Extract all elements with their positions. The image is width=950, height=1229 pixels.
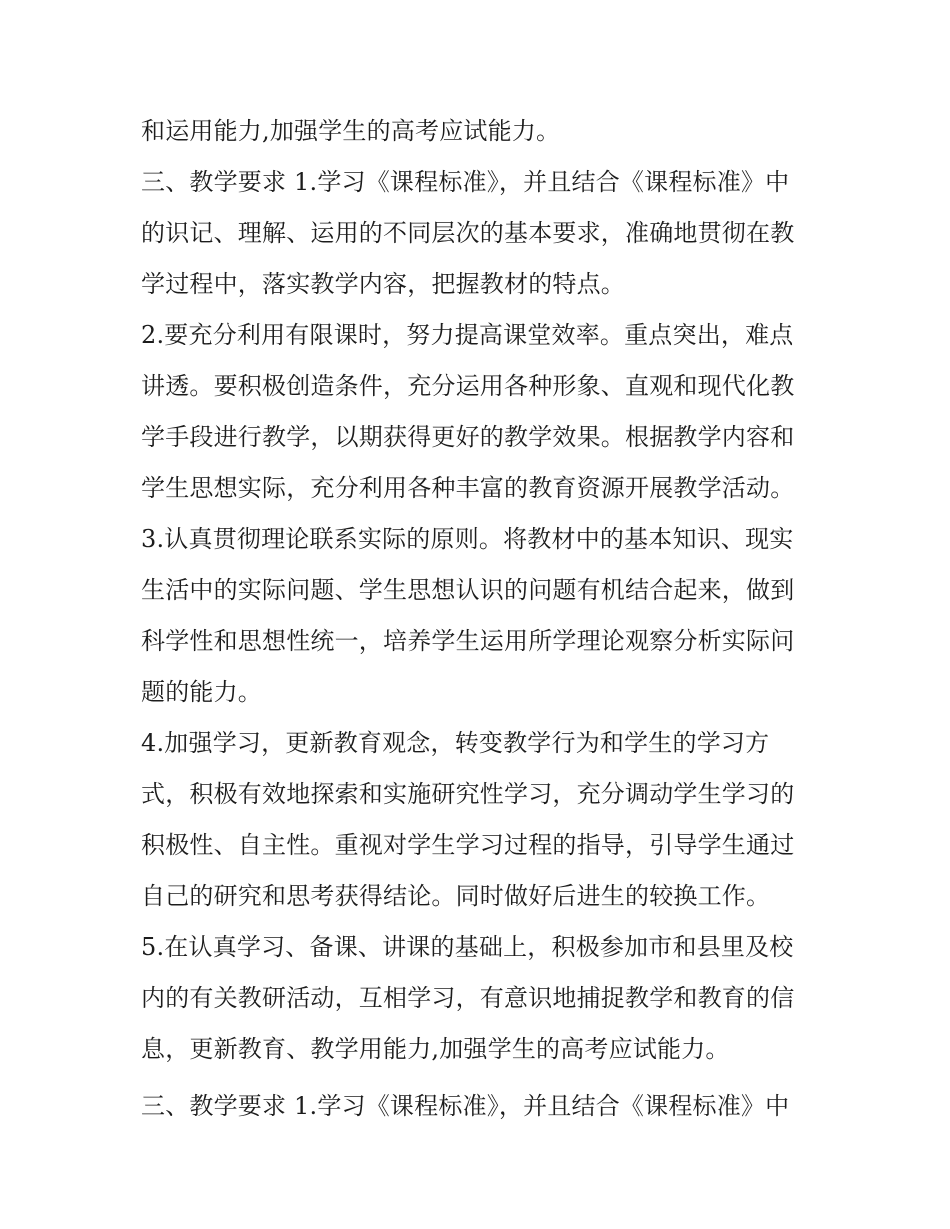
text-line: 3.认真贯彻理论联系实际的原则。将教材中的基本知识、现实: [141, 525, 794, 553]
text-line: 息，更新教育、教学用能力,加强学生的高考应试能力。: [141, 1035, 730, 1063]
text-line: 三、教学要求 1.学习《课程标准》，并且结合《课程标准》中: [141, 1092, 790, 1120]
text-line: 自己的研究和思考获得结论。同时做好后进生的较换工作。: [141, 882, 771, 910]
text-line: 式，积极有效地探索和实施研究性学习，充分调动学生学习的: [141, 780, 795, 808]
text-line: 生活中的实际问题、学生思想认识的问题有机结合起来，做到: [141, 576, 795, 604]
text-line: 的识记、理解、运用的不同层次的基本要求，准确地贯彻在教: [141, 219, 795, 247]
text-line: 4.加强学习，更新教育观念，转变教学行为和学生的学习方: [141, 729, 770, 757]
text-line: 和运用能力,加强学生的高考应试能力。: [141, 117, 561, 145]
text-line: 学手段进行教学，以期获得更好的教学效果。根据教学内容和: [141, 423, 795, 451]
text-line: 学生思想实际，充分利用各种丰富的教育资源开展教学活动。: [141, 474, 795, 502]
text-line: 三、教学要求 1.学习《课程标准》，并且结合《课程标准》中: [141, 168, 790, 196]
text-line: 科学性和思想性统一，培养学生运用所学理论观察分析实际问: [141, 627, 795, 655]
text-line: 学过程中，落实教学内容，把握教材的特点。: [141, 270, 625, 298]
text-line: 内的有关教研活动，互相学习，有意识地捕捉教学和教育的信: [141, 984, 795, 1012]
text-line: 题的能力。: [141, 678, 262, 706]
document-body: [141, 106, 821, 1132]
text-line: 积极性、自主性。重视对学生学习过程的指导，引导学生通过: [141, 831, 795, 859]
text-line: 5.在认真学习、备课、讲课的基础上，积极参加市和县里及校: [141, 933, 794, 961]
text-line: 2.要充分利用有限课时，努力提高课堂效率。重点突出，难点: [141, 321, 794, 349]
text-line: 讲透。要积极创造条件，充分运用各种形象、直观和现代化教: [141, 372, 795, 400]
